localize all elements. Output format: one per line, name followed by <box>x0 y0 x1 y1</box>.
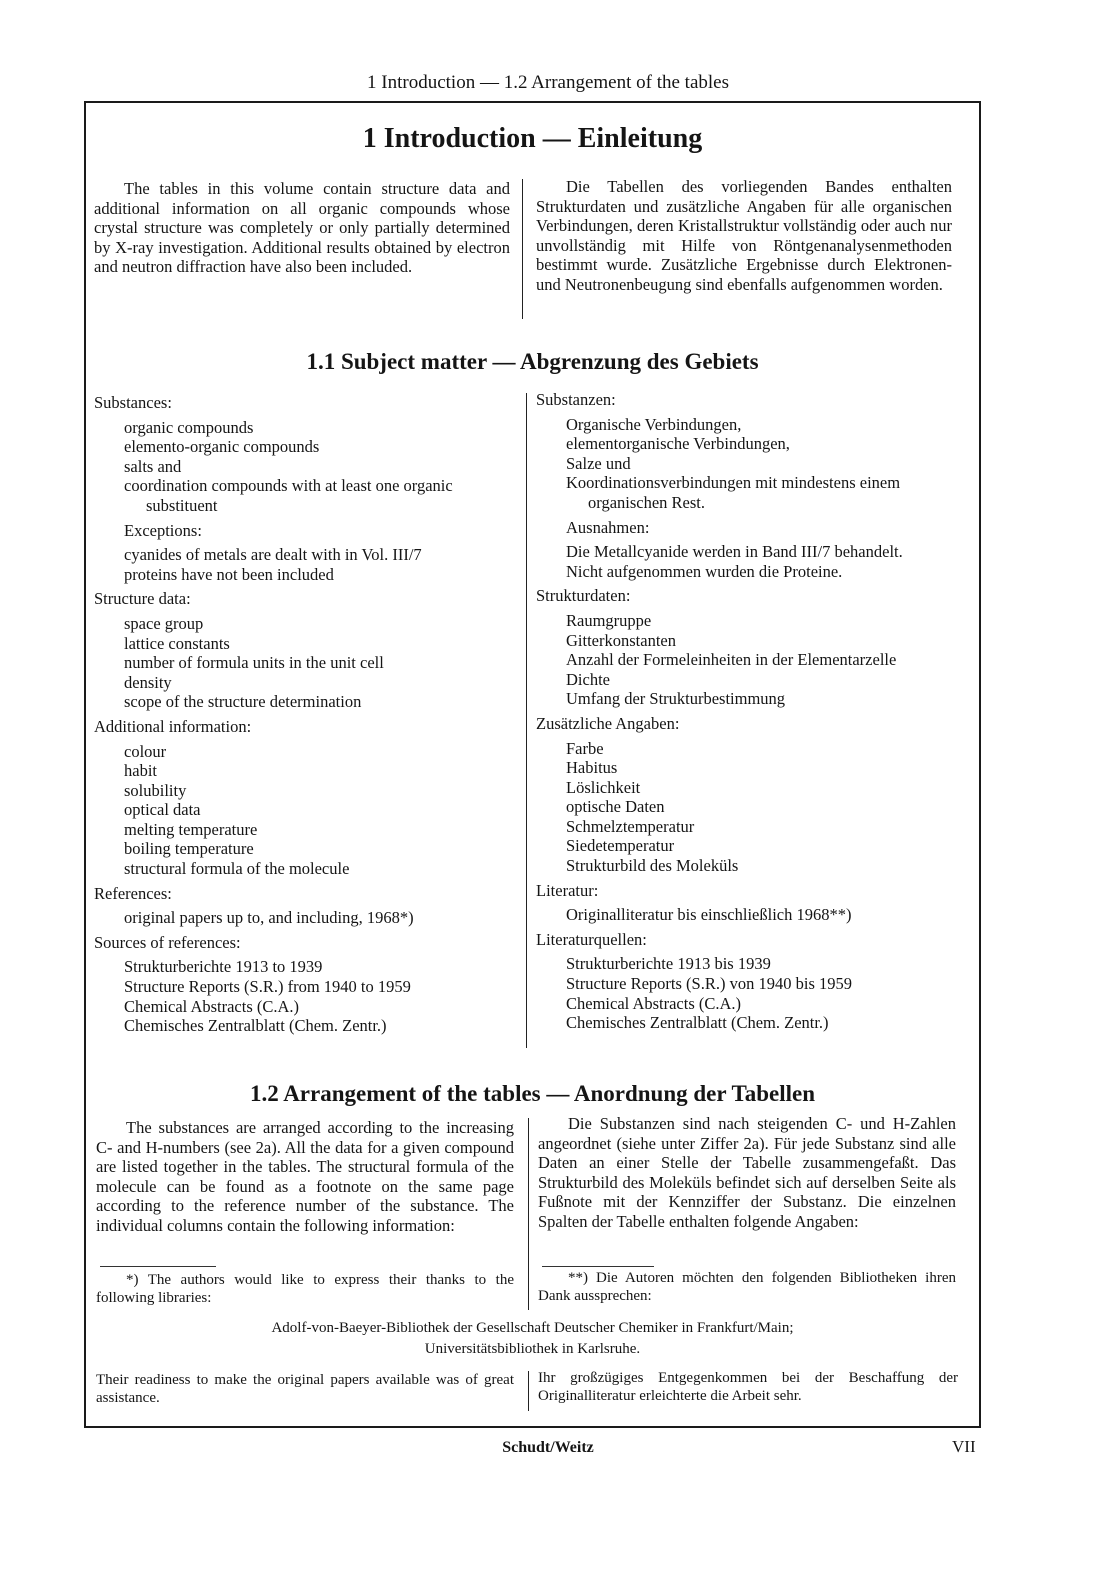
list-heading: Substanzen: <box>536 390 616 409</box>
page-number: VII <box>952 1437 976 1456</box>
list-item: optische Daten <box>566 797 665 817</box>
list-item: optical data <box>124 800 201 820</box>
list-heading: Strukturdaten: <box>536 586 631 606</box>
list-item: coordination compounds with at least one organic <box>124 476 453 496</box>
closing-note-english: Their readiness to make the original papers available was of great assistance. <box>96 1372 514 1406</box>
list-heading: Ausnahmen: <box>566 517 650 537</box>
list-item: Structure Reports (S.R.) from 1940 to 1959 <box>124 977 411 997</box>
list-item: Chemical Abstracts (C.A.) <box>566 993 742 1013</box>
list-heading: Exceptions: <box>124 520 202 540</box>
list-item: Anzahl der Formeleinheiten in der Elementarzelle <box>566 650 897 670</box>
list-item: boiling temperature <box>124 839 254 859</box>
list-item: Chemisches Zentralblatt (Chem. Zentr.) <box>124 1016 387 1036</box>
list-item: space group <box>124 613 204 633</box>
section-1-german-text: Die Tabellen des vorliegenden Bandes enthalten Strukturdaten und zusätzliche Angaben für alle organischen Verbindungen, deren Kristallstruktur vollständig oder auch nur unvollständig mit Hilfe von Röntgenanalysenmethoden bestimmt wurde. Zusätzliche Ergebnisse durch Elektronen- und Neutronenbeugung sind ebenfalls aufgenommen worden. <box>536 177 952 294</box>
list-item: solubility <box>124 780 187 800</box>
list-item: Koordinationsverbindungen mit mindestens einem <box>566 473 901 493</box>
list-item: Schmelztemperatur <box>566 816 695 836</box>
list-item: proteins have not been included <box>124 564 334 584</box>
section-1-1-title: 1.1 Subject matter — Abgrenzung des Gebiets <box>306 349 759 374</box>
list-heading: Additional information: <box>94 716 252 736</box>
list-item: Originalliteratur bis einschließlich 1968**) <box>566 905 852 925</box>
list-item: scope of the structure determination <box>124 692 362 712</box>
list-item: salts and <box>124 456 182 476</box>
list-item: elementorganische Verbindungen, <box>566 434 790 454</box>
subject-matter-german <box>536 390 972 1033</box>
section-1-2-english-text: The substances are arranged according to the increasing C- and H-numbers (see 2a). All the data for a given compound are listed together in the tables. The structural formula of the molecule can be found as a footnote on the same page according to the reference number of the substance. The individual columns contain the following information: <box>96 1118 514 1235</box>
list-item: organic compounds <box>124 417 254 437</box>
list-item: structural formula of the molecule <box>124 859 350 879</box>
list-item: Raumgruppe <box>566 610 652 630</box>
list-heading: Zusätzliche Angaben: <box>536 713 680 733</box>
section-1-2-title: 1.2 Arrangement of the tables — Anordnung der Tabellen <box>249 1081 816 1106</box>
list-item: colour <box>124 741 167 761</box>
section-1-title: 1 Introduction — Einleitung <box>362 123 703 154</box>
list-item: Chemical Abstracts (C.A.) <box>124 996 300 1016</box>
list-item: Strukturberichte 1913 to 1939 <box>124 957 323 977</box>
list-item: density <box>124 672 172 692</box>
list-item: Nicht aufgenommen wurden die Proteine. <box>566 561 843 581</box>
list-item: original papers up to, and including, 1968*) <box>124 908 414 928</box>
section-1-2-german-text: Die Substanzen sind nach steigenden C- und H-Zahlen angeordnet (siehe unter Ziffer 2a). Für jede Substanz sind alle Daten an einer Stelle der Tabelle zusammengefaßt. Das Strukturbild des Moleküls befindet sich auf derselben Seite als Fußnote mit der Kennziffer der Substanz. Die einzelnen Spalten der Tabelle enthalten folgende Angaben: <box>538 1114 956 1231</box>
list-item: Organische Verbindungen, <box>566 414 742 434</box>
list-item: Strukturberichte 1913 bis 1939 <box>566 954 771 974</box>
column-divider <box>528 1371 529 1411</box>
list-item: Structure Reports (S.R.) von 1940 bis 1959 <box>566 974 852 994</box>
list-item: habit <box>124 761 157 781</box>
list-item: Dichte <box>566 669 610 689</box>
closing-note-german: Ihr großzügiges Entgegenkommen bei der Beschaffung der Originalliteratur erleichterte die Arbeit sehr. <box>538 1370 958 1404</box>
footnote-rule <box>100 1266 216 1267</box>
list-item: cyanides of metals are dealt with in Vol. III/7 <box>124 545 422 565</box>
list-heading: Literaturquellen: <box>536 929 647 949</box>
library-line-2: Universitätsbibliothek in Karlsruhe. <box>424 1341 641 1357</box>
list-item: Chemisches Zentralblatt (Chem. Zentr.) <box>566 1013 829 1033</box>
list-heading: References: <box>94 883 172 903</box>
list-item: Löslichkeit <box>566 777 641 797</box>
list-item: substituent <box>146 495 218 515</box>
column-divider <box>528 1118 529 1310</box>
running-head: 1 Introduction — 1.2 Arrangement of the tables <box>367 72 729 93</box>
list-item: Umfang der Strukturbestimmung <box>566 689 786 709</box>
list-heading: Substances: <box>94 393 172 412</box>
list-item: lattice constants <box>124 633 230 653</box>
footer-authors: Schudt/Weitz <box>502 1439 594 1456</box>
column-divider <box>522 179 523 319</box>
footnote-english: *) The authors would like to express their thanks to the following libraries: <box>96 1272 514 1306</box>
list-item: Die Metallcyanide werden in Band III/7 behandelt. <box>566 542 903 562</box>
subject-matter-english <box>94 393 518 1036</box>
content-frame <box>84 101 981 1428</box>
list-heading: Structure data: <box>94 589 191 609</box>
list-item: melting temperature <box>124 819 258 839</box>
list-item: Farbe <box>566 738 604 758</box>
footnote-german: **) Die Autoren möchten den folgenden Bibliotheken ihren Dank aussprechen: <box>538 1270 956 1304</box>
list-item: Habitus <box>566 758 618 778</box>
list-item: organischen Rest. <box>588 492 706 512</box>
list-item: Gitterkonstanten <box>566 630 676 650</box>
column-divider <box>526 393 527 1048</box>
list-item: Siedetemperatur <box>566 836 675 856</box>
footnote-rule <box>542 1266 654 1267</box>
list-heading: Literatur: <box>536 880 599 900</box>
library-line-1: Adolf-von-Baeyer-Bibliothek der Gesellschaft Deutscher Chemiker in Frankfurt/Main; <box>271 1320 794 1336</box>
list-heading: Sources of references: <box>94 932 241 952</box>
list-item: number of formula units in the unit cell <box>124 653 384 673</box>
list-item: Strukturbild des Moleküls <box>566 856 739 876</box>
list-item: elemento-organic compounds <box>124 437 320 457</box>
list-item: Salze und <box>566 453 631 473</box>
section-1-english-text: The tables in this volume contain structure data and additional information on all organic compounds whose crystal structure was completely or only partially determined by X-ray investigation. Additional results obtained by electron and neutron diffraction have also been included. <box>94 179 510 277</box>
